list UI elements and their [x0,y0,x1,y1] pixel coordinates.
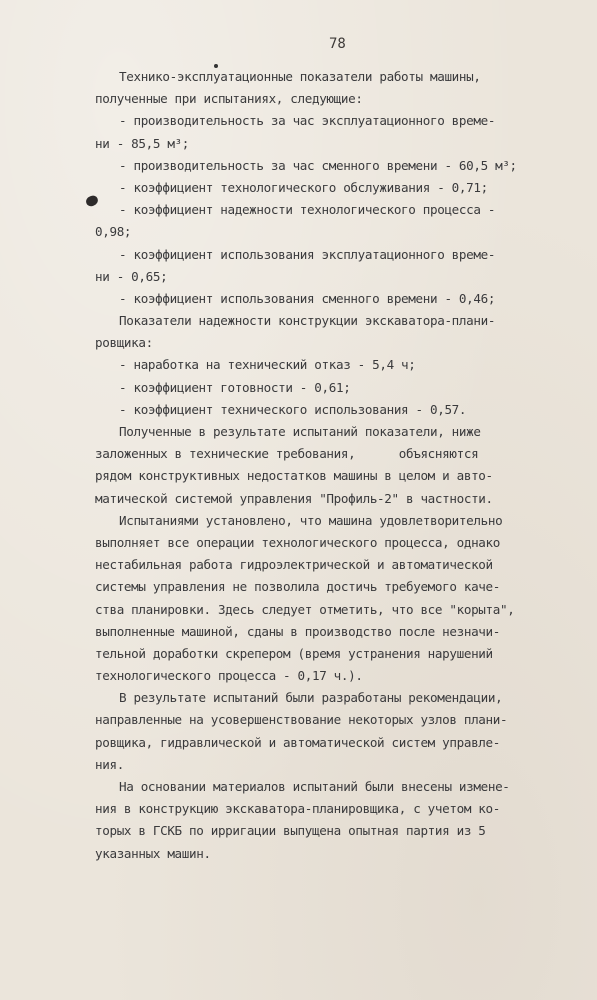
text-line: - производительность за час сменного времени - 60,5 м³; [119,157,517,173]
text-line: ния. [95,756,124,772]
text-line: полученные при испытаниях, следующие: [95,91,363,107]
text-line: ния в конструкцию экскаватора-планировщика, с учетом ко- [95,801,500,817]
text-line: ства планировки. Здесь следует отметить, что все "корыта", [95,601,515,617]
text-line: ни - 85,5 м³; [95,135,190,151]
text-line: системы управления не позволила достичь требуемого каче- [95,579,500,595]
text-line: Испытаниями установлено, что машина удовлетворительно [119,512,503,528]
text-line: - коэффициент использования эксплуатационного време- [119,246,496,262]
text-line: указанных машин. [95,845,211,861]
text-line: - коэффициент использования сменного времени - 0,46; [119,290,496,306]
text-line: В результате испытаний были разработаны рекомендации, [119,690,503,706]
text-line: - коэффициент технического использования - 0,57. [119,401,467,417]
text-line: Технико-эксплуатационные показатели работы машины, [119,69,481,84]
document-body [95,66,585,865]
text-line: ровщика: [95,335,153,351]
text-line: - коэффициент надежности технологического процесса - [119,202,496,218]
text-line: Полученные в результате испытаний показатели, ниже [119,424,481,439]
text-line: технологического процесса - 0,17 ч.). [95,668,363,684]
text-line: матической системой управления "Профиль-2" в частности. [95,490,493,506]
text-line: ровщика, гидравлической и автоматической систем управле- [95,734,500,750]
text-line: нестабильная работа гидроэлектрической и автоматической [95,557,493,573]
text-line: Показатели надежности конструкции экскаватора-плани- [119,313,496,329]
text-line: - производительность за час эксплуатационного време- [119,113,496,129]
text-line: выполняет все операции технологического процесса, однако [95,534,500,550]
text-line: рядом конструктивных недостатков машины в целом и авто- [95,468,493,484]
text-line: направленные на усовершенствование некоторых узлов плани- [95,712,508,728]
text-line: - коэффициент технологического обслуживания - 0,71; [119,179,488,195]
text-line: - коэффициент готовности - 0,61; [119,379,351,395]
text-line: тельной доработки скрепером (время устранения нарушений [95,645,493,661]
page-number: 78 [329,36,346,52]
text-line: - наработка на технический отказ - 5,4 ч; [119,357,416,373]
text-line: На основании материалов испытаний были внесены измене- [119,779,510,794]
text-line: торых в ГСКБ по ирригации выпущена опытная партия из 5 [95,823,486,839]
text-line: заложенных в технические требования, объясняются [95,446,479,462]
text-line: выполненные машиной, сданы в производство после незначи- [95,623,500,639]
text-line: ни - 0,65; [95,268,168,284]
text-line: 0,98; [95,224,132,240]
